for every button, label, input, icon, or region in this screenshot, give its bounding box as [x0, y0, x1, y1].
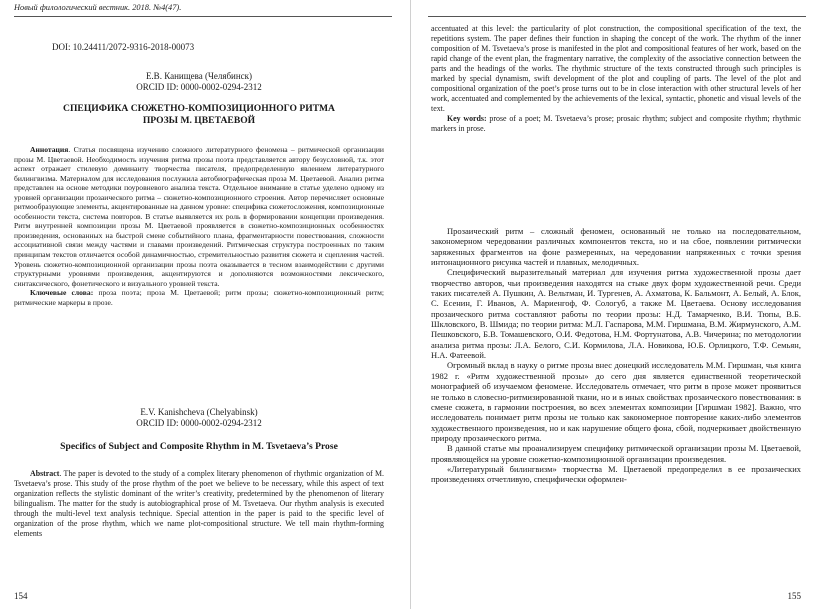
abstract-ru — [14, 145, 384, 307]
page-number-left: 154 — [14, 591, 28, 601]
orcid-ru: ORCID ID: 0000-0002-0294-2312 — [136, 82, 262, 92]
orcid-en: ORCID ID: 0000-0002-0294-2312 — [136, 418, 262, 428]
body-paragraph-3: Огромный вклад в науку о ритме прозы внес донецкий исследователь М.М. Гиршман, чья книга 1982 г. «Ритм художественной прозы» до сего дня является единственной теоретической монографией об изучаемом феномене. Исследователь отмечает, что ритм в прозе может проявиться не только в словесно-ритмизированной ткани, но и в иных свойствах прозаического повествования: в смене сюжета, в гармонии построения, во всех элементах композиции [Гиршман 1982]. Важно, что исследователь понимает ритм прозы не только как закономерное повторение каких-либо элементов художественного произведения, но и как нарушение общего фона, сбой, подчеркивает двойственную природу прозаического ритма. — [431, 360, 801, 443]
abstract-en-label: Abstract — [30, 469, 60, 478]
abstract-en-continued — [431, 24, 801, 134]
article-body — [431, 226, 801, 485]
author-en: E.V. Kanishcheva (Chelyabinsk) — [140, 407, 258, 417]
keywords-ru-label: Ключевые слова: — [30, 288, 94, 298]
body-paragraph-4: В данной статье мы проанализируем специфику ритмической организации прозы М. Цветаевой, проявляющейся на уровне сюжетно-композиционной организации произведения. — [431, 443, 801, 464]
doi: DOI: 10.24411/2072-9316-2018-00073 — [52, 42, 195, 52]
body-paragraph-1: Прозаический ритм – сложный феномен, основанный не только на последовательном, закономерном чередовании различных компонентов текста, но и на сбое, появлении ритмически заряженных фрагментов на фоне размеренных, на чередовании напряженных с точки зрения интонационного рисунка частей и плавных, мелодичных. — [431, 226, 801, 268]
title-en: Specifics of Subject and Composite Rhythm in M. Tsvetaeva’s Prose — [60, 441, 338, 452]
abstract-ru-text: . Статья посвящена изучению сложного литературного феномена – ритмической организации прозы М. Цветаевой. Необходимость изучения ритма прозы поэта представляется автору безусловной, т.к. этот аспект отражает стилевую доминанту творчества писателя, предопределенную явлением литературного билингвизма. Материалом для исследования послужила автобиографическая проза М. Цветаевой. Анализ ритма представлен на основе методики поуровневого анализа текста. Отдельное внимание в статье уделено одному из уровней организации прозаического ритма – сюжетно-композиционного строения. Автор перечисляет основные ритмообразующие элементы, акцентированные на данном уровне: специфика сюжетосложения, композиционные особенности текста, система повторов. В статье выявляется их роль в формировании концепции произведения. Ритм внутренней композиции прозы М. Цветаевой проявляется в сюжетно-композиционных особенностях произведения, основанных на быстрой смене событийного плана, фрагментарности повествования, сложности ассоциативной связи между частями и главами произведений. Ритмическая структура построенных по таким принципам текстов отличается особой динамичностью, стремительностью развития сюжета и сцепления частей. Уровень сюжетно-композиционной организации прозы поэта оказывается в тесном взаимодействии с другими структурными уровнями произведения, акцентируются и дополняются возможностями лексического, синтаксического, фонетического и визуального уровней текста. — [14, 145, 384, 288]
body-paragraph-5: «Литературный билингвизм» творчества М. Цветаевой предопределил в ее прозаических произведениях отчетливую, специфически оформлен- — [431, 463, 801, 485]
title-ru-line1: СПЕЦИФИКА СЮЖЕТНО-КОМПОЗИЦИОННОГО РИТМА — [63, 103, 335, 114]
right-page — [431, 0, 801, 609]
abstract-en — [14, 469, 384, 539]
left-page — [14, 0, 384, 609]
keywords-en-label: Key words: — [447, 114, 487, 123]
page-number-right: 155 — [787, 591, 801, 601]
body-paragraph-2: Специфический выразительный материал для изучения ритма художественной прозы дает творчество авторов, чьи произведения находятся на стыке двух форм художественной речи. Среди таких писателей А. Пушкин, А. Вельтман, И. Тургенев, А. Ахматова, К. Бальмонт, А. Белый, А. Блок, С. Есенин, Г. Иванов, А. Мариенгоф, Ф. Сологуб, а также М. Цветаева. Основу исследования прозаического ритма составляют работы по теории прозы: Н.Д. Тамарченко, В.И. Тюпы, В.Б. Шкловского, В. Шмида; по теории ритма: М.Л. Гаспарова, М.М. Гиршмана, В.М. Жирмунского, А.М. Пешковского, Б.В. Томашевского, О.И. Федотова, Н.М. Фортунатова, А.В. Чичерина; по методологии анализа ритма прозы: Л.А. Белого, С.И. Кормилова, Л.А. Новикова, Ю.Б. Орлицкого, Т.Ф. Семьян, Н.А. Фатеевой. — [431, 267, 801, 361]
journal-header: Новый филологический вестник. 2018. №4(47). — [14, 3, 182, 12]
abstract-ru-label: Аннотация — [30, 145, 69, 154]
title-ru-line2: ПРОЗЫ М. ЦВЕТАЕВОЙ — [142, 115, 256, 126]
keywords-ru-text: проза поэта; проза М. Цветаевой; ритм прозы; сюжетно-композиционный ритм; ритмические маркеры в прозе. — [14, 288, 384, 307]
abstract-en-text: . The paper is devoted to the study of a complex literary phenomenon of rhythmic organization of M. Tsvetaeva’s prose. This study of the prose rhythm of the poet we believe to be necessary, while this aspect of text organization reflects the stylistic dominant of the writer’s creativity, predetermined by the phenomenon of literary bilingualism. The matter for the study is autobiographical prose of M. Tsvetaeva. Our rhythm analysis is executed through the multi-level text analysis technique. Special attention in the paper is paid to the specific level of organization of the prose rhythm, which we name plot-compositional structure. We tell main rhythm-forming elements — [14, 469, 384, 538]
author-ru: Е.В. Канищева (Челябинск) — [145, 71, 253, 81]
page-divider — [410, 0, 411, 609]
keywords-en-text: prose of a poet; M. Tsvetaeva’s prose; prosaic rhythm; subject and composite rhythm; rhythmic markers in prose. — [431, 114, 801, 133]
abstract-en-continued-text: accentuated at this level: the particularity of plot construction, the compositional specification of the text, the repetitions system. The paper defines their function in shaping the concept of the work. The rhythm of the inner composition of M. Tsvetaeva’s prose is manifested in the plot and compositional features of her work, based on the rapid change of the event plan, the fragmentary narrative, the complexity of the associative connection between the parts and the headings of the works. The rhythmic structure of the texts constructed through such principles is marked by special dynamism, swift development of the plot and coupling of parts. The level of the plot and compositional organization of the poet’s prose turns out to be in close interaction with other structural levels of her work, accentuated and complemented by the achievements of the lexical, syntactic, phonetic and visual levels of the text. — [431, 24, 801, 113]
